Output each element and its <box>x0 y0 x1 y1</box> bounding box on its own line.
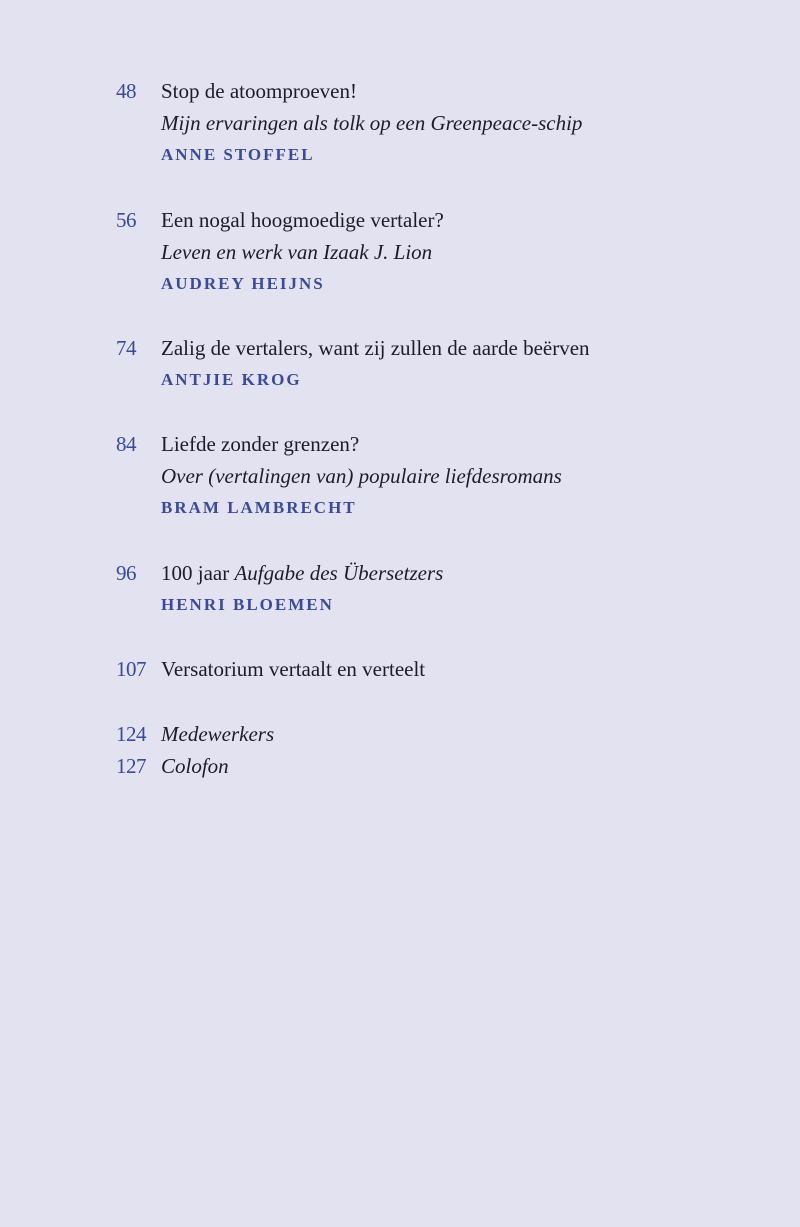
page-number: 96 <box>116 561 136 585</box>
entry-author: BRAM LAMBRECHT <box>161 498 357 517</box>
entry-title: Versatorium vertaalt en verteelt <box>161 657 426 681</box>
page-number: 127 <box>116 754 146 778</box>
entry-title: Medewerkers <box>161 722 275 746</box>
entry-author: ANTJIE KROG <box>161 370 302 389</box>
entry-title: Zalig de vertalers, want zij zullen de aarde beërven <box>161 336 590 360</box>
entry-title-prefix: 100 jaar <box>161 561 235 585</box>
entry-subtitle: Over (vertalingen van) populaire liefdesromans <box>161 464 562 488</box>
entry-title: Stop de atoomproeven! <box>161 79 357 103</box>
page-number: 48 <box>116 79 136 103</box>
entry-author: AUDREY HEIJNS <box>161 274 325 293</box>
entry-title-italic: Aufgabe des Übersetzers <box>234 561 444 585</box>
entry-title: Een nogal hoogmoedige vertaler? <box>161 208 444 232</box>
page-number: 56 <box>116 208 136 232</box>
entry-title: Colofon <box>161 754 229 778</box>
entry-title: Liefde zonder grenzen? <box>161 432 360 456</box>
page-number: 84 <box>116 432 136 456</box>
entry-title <box>161 557 781 589</box>
entry-subtitle: Leven en werk van Izaak J. Lion <box>161 240 433 264</box>
entry-author: HENRI BLOEMEN <box>161 595 334 614</box>
entry-author: ANNE STOFFEL <box>161 145 315 164</box>
page-number: 74 <box>116 336 136 360</box>
page-number: 107 <box>116 657 146 681</box>
page-number: 124 <box>116 722 146 746</box>
entry-subtitle: Mijn ervaringen als tolk op een Greenpeace-schip <box>161 111 583 135</box>
